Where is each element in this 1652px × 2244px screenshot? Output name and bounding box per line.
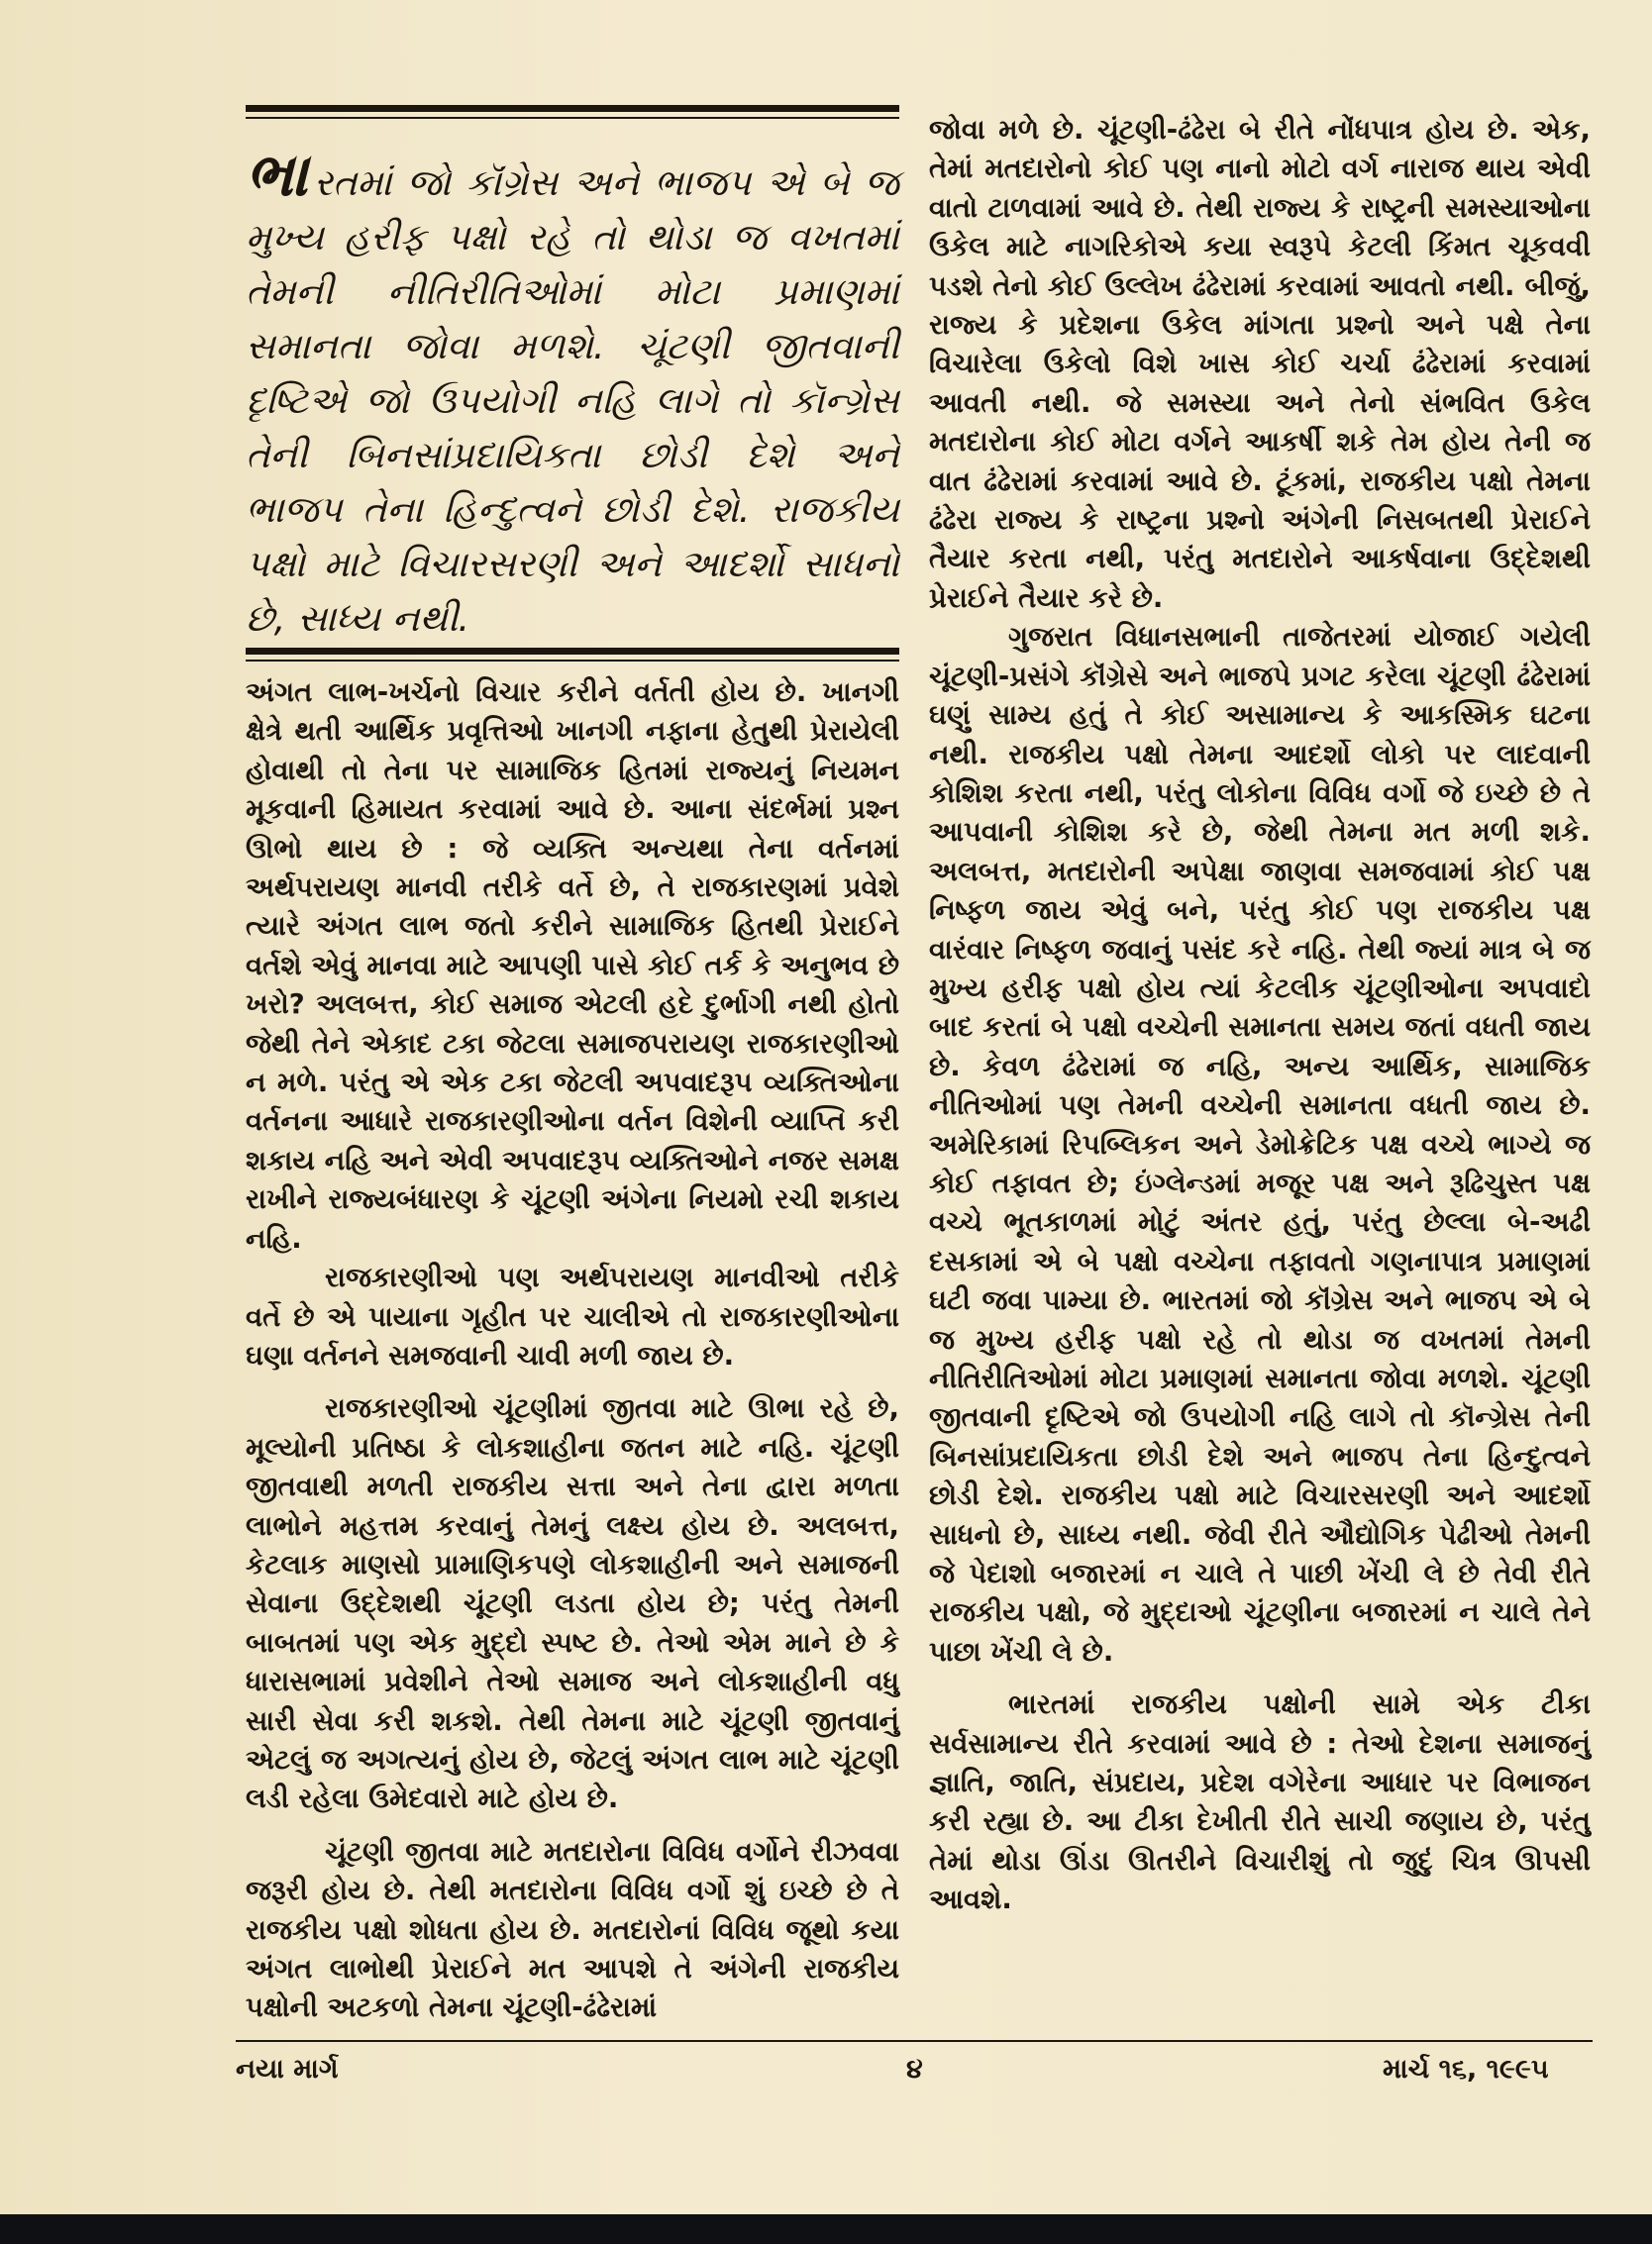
footer-page-number: ૪ (906, 2054, 923, 2085)
footer-publication: નયા માર્ગ (236, 2054, 339, 2085)
footer-rule (236, 2040, 1593, 2042)
left-paragraph-4: ચૂંટણી જીતવા માટે મતદારોના વિવિધ વર્ગોને રીઝવવા જરૂરી હોય છે. તેથી મતદારોના વિવિધ વર્ગો શું ઇચ્છે છે તે રાજકીય પક્ષો શોધતા હોય છે. મતદારોનાં વિવિધ જૂથો કયા અંગત લાભોથી પ્રેરાઈને મત આપશે તે અંગેની રાજકીય પક્ષોની અટકળો તેમના ચૂંટણી-ઢંઢેરામાં (246, 1835, 899, 2024)
left-paragraph-2: રાજકારણીઓ પણ અર્થપરાયણ માનવીઓ તરીકે વર્તે છે એ પાયાના ગૃહીત પર ચાલીએ તો રાજકારણીઓના ઘણા વર્તનને સમજવાની ચાવી મળી જાય છે. (246, 1262, 899, 1372)
right-paragraph-3: ભારતમાં રાજકીય પક્ષોની સામે એક ટીકા સર્વસામાન્ય રીતે કરવામાં આવે છે : તેઓ દેશના સમાજનું જ્ઞાતિ, જાતિ, સંપ્રદાય, પ્રદેશ વગેરેના આધાર પર વિભાજન કરી રહ્યા છે. આ ટીકા દેખીતી રીતે સાચી જણાય છે, પરંતુ તેમાં થોડા ઊંડા ઊતરીને વિચારીશું તો જુદું ચિત્ર ઊપસી આવશે. (929, 1688, 1591, 1916)
mid-rule-thin (246, 660, 899, 662)
top-rule-thick (246, 105, 899, 112)
pull-quote (246, 141, 899, 646)
right-paragraph-2: ગુજરાત વિધાનસભાની તાજેતરમાં યોજાઈ ગયેલી ચૂંટણી-પ્રસંગે કૉંગ્રેસે અને ભાજપે પ્રગટ કરેલા ચૂંટણી ઢંઢેરામાં ઘણું સામ્ય હતું તે કોઈ અસામાન્ય કે આકસ્મિક ઘટના નથી. રાજકીય પક્ષો તેમના આદર્શો લોકો પર લાદવાની કોશિશ કરતા નથી, પરંતુ લોકોના વિવિધ વર્ગો જે ઇચ્છે છે તે આપવાની કોશિશ કરે છે, જેથી તેમના મત મળી શકે. અલબત્ત, મતદારોની અપેક્ષા જાણવા સમજવામાં કોઈ પક્ષ નિષ્ફળ જાય એવું બને, પરંતુ કોઈ પણ રાજકીય પક્ષ વારંવાર નિષ્ફળ જવાનું પસંદ કરે નહિ. તેથી જ્યાં માત્ર બે જ મુખ્ય હરીફ પક્ષો હોય ત્યાં કેટલીક ચૂંટણીઓના અપવાદો બાદ કરતાં બે પક્ષો વચ્ચેની સમાનતા સમય જતાં વધતી જાય છે. કેવળ ઢંઢેરામાં જ નહિ, અન્ય આર્થિક, સામાજિક નીતિઓમાં પણ તેમની વચ્ચેની સમાનતા વધતી જાય છે. અમેરિકામાં રિપબ્લિકન અને ડેમોક્રેટિક પક્ષ વચ્ચે ભાગ્યે જ કોઈ તફાવત છે; ઇંગ્લેન્ડમાં મજૂર પક્ષ અને રૂઢિચુસ્ત પક્ષ વચ્ચે ભૂતકાળમાં મોટું અંતર હતું, પરંતુ છેલ્લા બે-અઢી દસકામાં એ બે પક્ષો વચ્ચેના તફાવતો ગણનાપાત્ર પ્રમાણમાં ઘટી જવા પામ્યા છે. ભારતમાં જો કૉંગ્રેસ અને ભાજપ એ બે જ મુખ્ય હરીફ પક્ષો રહે તો થોડા જ વખતમાં તેમની નીતિરીતિઓમાં મોટા પ્રમાણમાં સમાનતા જોવા મળશે. ચૂંટણી જીતવાની દૃષ્ટિએ જો ઉપયોગી નહિ લાગે તો કૉન્ગ્રેસ તેની બિનસાંપ્રદાયિકતા છોડી દેશે અને ભાજપ તેના હિન્દુત્વને છોડી દેશે. રાજકીય પક્ષો માટે વિચારસરણી અને આદર્શો સાધનો છે, સાધ્ય નથી. જેવી રીતે ઔદ્યોગિક પેઢીઓ તેમની જે પેદાશો બજારમાં ન ચાલે તે પાછી ખેંચી લે છે તેવી રીતે રાજકીય પક્ષો, જે મુદ્દાઓ ચૂંટણીના બજારમાં ન ચાલે તેને પાછા ખેંચી લે છે. (929, 621, 1591, 1668)
right-paragraph-1: જોવા મળે છે. ચૂંટણી-ઢંઢેરા બે રીતે નોંધપાત્ર હોય છે. એક, તેમાં મતદારોનો કોઈ પણ નાનો મોટો વર્ગ નારાજ થાય એવી વાતો ટાળવામાં આવે છે. તેથી રાજ્ય કે રાષ્ટ્રની સમસ્યાઓના ઉકેલ માટે નાગરિકોએ કયા સ્વરૂપે કેટલી કિંમત ચૂકવવી પડશે તેનો કોઈ ઉલ્લેખ ઢંઢેરામાં કરવામાં આવતો નથી. બીજું, રાજ્ય કે પ્રદેશના ઉકેલ માંગતા પ્રશ્નો અને પક્ષે તેના વિચારેલા ઉકેલો વિશે ખાસ કોઈ ચર્ચા ઢંઢેરામાં કરવામાં આવતી નથી. જે સમસ્યા અને તેનો સંભવિત ઉકેલ મતદારોના કોઈ મોટા વર્ગને આકર્ષી શકે તેમ હોય તેની જ વાત ઢંઢેરામાં કરવામાં આવે છે. ટૂંકમાં, રાજકીય પક્ષો તેમના ઢંઢેરા રાજ્ય કે રાષ્ટ્રના પ્રશ્નો અંગેની નિસબતથી પ્રેરાઈને તૈયાર કરતા નથી, પરંતુ મતદારોને આકર્ષવાના ઉદ્દેશથી પ્રેરાઈને તૈયાર કરે છે. (929, 114, 1591, 614)
footer-date: માર્ચ ૧૬, ૧૯૯૫ (1383, 2054, 1549, 2085)
left-paragraph-3: રાજકારણીઓ ચૂંટણીમાં જીતવા માટે ઊભા રહે છે, મૂલ્યોની પ્રતિષ્ઠા કે લોકશાહીના જતન માટે નહિ. ચૂંટણી જીતવાથી મળતી રાજકીય સત્તા અને તેના દ્વારા મળતા લાભોને મહત્તમ કરવાનું તેમનું લક્ષ્ય હોય છે. અલબત્ત, કેટલાક માણસો પ્રામાણિકપણે લોકશાહીની અને સમાજની સેવાના ઉદ્દેશથી ચૂંટણી લડતા હોય છે; પરંતુ તેમની બાબતમાં પણ એક મુદ્દો સ્પષ્ટ છે. તેઓ એમ માને છે કે ધારાસભામાં પ્રવેશીને તેઓ સમાજ અને લોકશાહીની વધુ સારી સેવા કરી શકશે. તેથી તેમના માટે ચૂંટણી જીતવાનું એટલું જ અગત્યનું હોય છે, જેટલું અંગત લાભ માટે ચૂંટણી લડી રહેલા ઉમેદવારો માટે હોય છે. (246, 1392, 899, 1815)
scan-bottom-edge (0, 2214, 1652, 2244)
mid-rule-thick (246, 648, 899, 655)
right-column (929, 111, 1591, 1920)
pull-quote-text: રતમાં જો કૉંગ્રેસ અને ભાજપ એ બે જ મુખ્ય હરીફ પક્ષો રહે તો થોડા જ વખતમાં તેમની નીતિરીતિઓમાં મોટા પ્રમાણમાં સમાનતા જોવા મળશે. ચૂંટણી જીતવાની દૃષ્ટિએ જો ઉપયોગી નહિ લાગે તો કૉન્ગ્રેસ તેની બિનસાંપ્રદાયિકતા છોડી દેશે અને ભાજપ તેના હિન્દુત્વને છોડી દેશે. રાજકીય પક્ષો માટે વિચારસરણી અને આદર્શો સાધનો છે, સાધ્ય નથી. (246, 161, 899, 640)
pull-quote-dropcap: ભા (246, 141, 308, 210)
left-column (246, 673, 899, 2028)
top-rule-thin (246, 117, 899, 119)
left-paragraph-1: અંગત લાભ-ખર્ચનો વિચાર કરીને વર્તતી હોય છે. ખાનગી ક્ષેત્રે થતી આર્થિક પ્રવૃત્તિઓ ખાનગી નફાના હેતુથી પ્રેરાયેલી હોવાથી તો તેના પર સામાજિક હિતમાં રાજ્યનું નિયમન મૂકવાની હિમાયત કરવામાં આવે છે. આના સંદર્ભમાં પ્રશ્ન ઊભો થાય છે : જે વ્યક્તિ અન્યથા તેના વર્તનમાં અર્થપરાયણ માનવી તરીકે વર્તે છે, તે રાજકારણમાં પ્રવેશે ત્યારે અંગત લાભ જતો કરીને સામાજિક હિતથી પ્રેરાઈને વર્તશે એવું માનવા માટે આપણી પાસે કોઈ તર્ક કે અનુભવ છે ખરો? અલબત્ત, કોઈ સમાજ એટલી હદે દુર્ભાગી નથી હોતો જેથી તેને એકાદ ટકા જેટલા સમાજપરાયણ રાજકારણીઓ ન મળે. પરંતુ એ એક ટકા જેટલી અપવાદરૂપ વ્યક્તિઓના વર્તનના આધારે રાજકારણીઓના વર્તન વિશેની વ્યાપ્તિ કરી શકાય નહિ અને એવી અપવાદરૂપ વ્યક્તિઓને નજર સમક્ષ રાખીને રાજ્યબંધારણ કે ચૂંટણી અંગેના નિયમો રચી શકાય નહિ. (246, 676, 899, 1255)
